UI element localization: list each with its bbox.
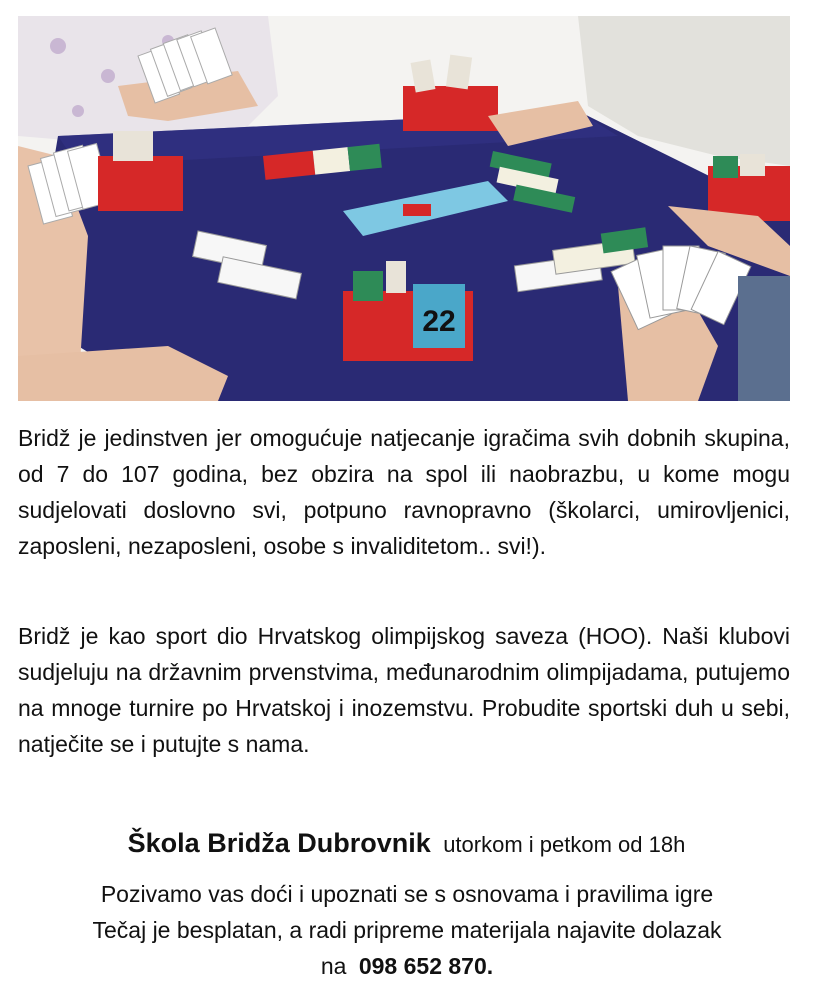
school-header	[0, 828, 813, 859]
invite-line-1: Pozivamo vas doći i upoznati se s osnovama i pravilima igre	[100, 881, 714, 907]
school-schedule: utorkom i petkom od 18h	[443, 832, 686, 857]
board-number: 22	[422, 305, 456, 338]
intro-paragraph: Bridž je jedinstven jer omogućuje natjecanje igračima svih dobnih skupina, od 7 do 107 godina, bez obzira na spol ili naobrazbu, u kome mogu sudjelovati doslovno svi, potpuno ravnopravno (školarci, umirovljenici, zaposleni, nezaposleni, osobe s invaliditetom.. svi!).	[18, 425, 790, 559]
bridge-table-illustration	[18, 16, 790, 401]
school-name: Škola Bridža Dubrovnik	[127, 828, 431, 858]
bridge-table-photo	[18, 16, 790, 401]
invite-line-2: Tečaj je besplatan, a radi pripreme materijala najavite dolazak	[92, 917, 722, 943]
sport-paragraph: Bridž je kao sport dio Hrvatskog olimpijskog saveza (HOO). Naši klubovi sudjeluju na državnim prvenstvima, međunarodnim olimpijadama, putujemo na mnoge turnire po Hrvatskoj i inozemstvu. Probudite sportski duh u sebi, natječite se i putujte s nama.	[18, 623, 790, 757]
invite-prefix: na	[320, 953, 347, 979]
invite-line-3	[12, 948, 802, 984]
phone-number: 098 652 870.	[358, 953, 494, 979]
